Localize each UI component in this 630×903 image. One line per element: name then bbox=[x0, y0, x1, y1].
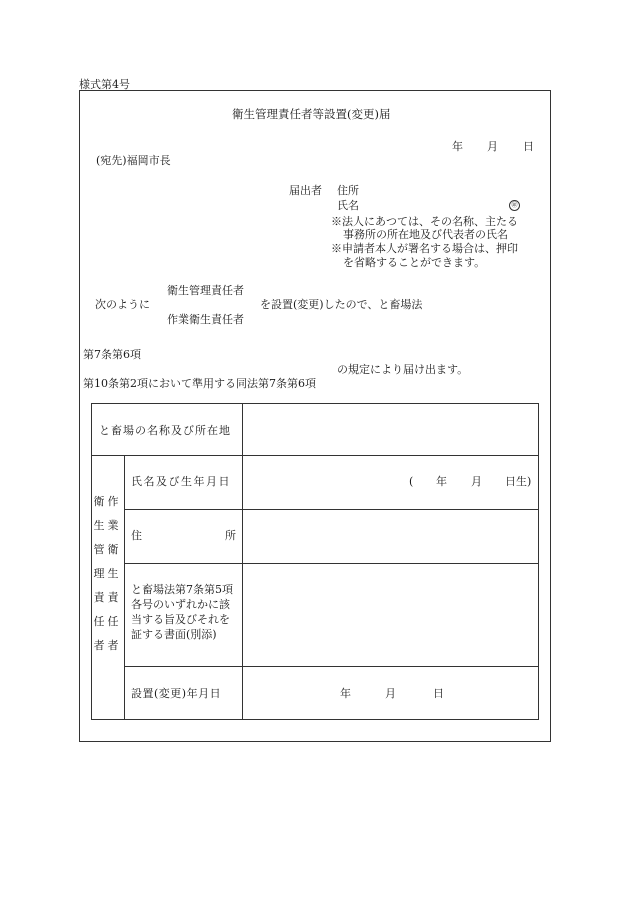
seal-mark: ㊞ bbox=[509, 200, 520, 211]
row-qualification-line-3: 当する旨及びそれを bbox=[131, 613, 230, 626]
note-corporation-2: 事務所の所在地及び代表者の氏名 bbox=[343, 228, 508, 241]
applicant-address-label: 住所 bbox=[337, 184, 359, 197]
setup-date-year: 年 bbox=[340, 687, 351, 700]
table-line-v2 bbox=[242, 403, 243, 720]
setup-date-day: 日 bbox=[433, 687, 444, 700]
form-title: 衛生管理責任者等設置(変更)届 bbox=[232, 107, 391, 121]
body-closing: の規定により届け出ます。 bbox=[337, 363, 469, 376]
article-2: 第10条第2項において準用する同法第7条第6項 bbox=[83, 377, 316, 390]
note-signature-1: ※申請者本人が署名する場合は、押印 bbox=[331, 242, 518, 255]
registration-table bbox=[91, 403, 539, 720]
table-line-h3 bbox=[124, 563, 539, 564]
row-address-label-a: 住 bbox=[131, 529, 142, 542]
table-line-h4 bbox=[124, 666, 539, 667]
row-address-label-b: 所 bbox=[225, 529, 236, 542]
vertical-group-label-outer: 衛 生 管 理 責 任 者 bbox=[93, 495, 105, 652]
dob-year: 年 bbox=[436, 475, 447, 488]
body-prefix: 次のように bbox=[95, 298, 150, 311]
note-corporation-1: ※法人にあつては、その名称、主たる bbox=[331, 215, 518, 228]
table-line-h2 bbox=[124, 509, 539, 510]
dob-month: 月 bbox=[471, 475, 482, 488]
row-name-dob-label: 氏名及び生年月日 bbox=[131, 475, 231, 488]
body-option-2: 作業衛生責任者 bbox=[167, 313, 244, 326]
body-option-1: 衛生管理責任者 bbox=[167, 284, 244, 297]
date-year: 年 bbox=[452, 140, 463, 153]
date-day: 日 bbox=[523, 140, 534, 153]
row-date-label: 設置(変更)年月日 bbox=[131, 687, 222, 700]
form-number: 様式第4号 bbox=[79, 78, 130, 91]
vertical-group-label-inner: 作 業 衛 生 責 任 者 bbox=[107, 495, 119, 652]
article-1: 第7条第6項 bbox=[83, 348, 141, 361]
note-signature-2: を省略することができます。 bbox=[343, 256, 486, 269]
body-suffix: を設置(変更)したので、と畜場法 bbox=[260, 298, 423, 311]
setup-date-month: 月 bbox=[385, 687, 396, 700]
row-slaughterhouse-label: と畜場の名称及び所在地 bbox=[99, 424, 231, 437]
dob-open-paren: ( bbox=[409, 475, 414, 488]
row-qualification-line-4: 証する書面(別添) bbox=[131, 628, 217, 641]
row-qualification-line-2: 各号のいずれかに該 bbox=[131, 598, 230, 611]
table-line-h1 bbox=[91, 455, 539, 456]
addressee: (宛先)福岡市長 bbox=[96, 154, 171, 167]
date-month: 月 bbox=[487, 140, 498, 153]
dob-day: 日生) bbox=[505, 475, 532, 488]
applicant-label: 届出者 bbox=[289, 184, 322, 197]
applicant-name-label: 氏名 bbox=[337, 199, 359, 212]
table-line-v1 bbox=[124, 455, 125, 720]
row-qualification-line-1: と畜場法第7条第5項 bbox=[131, 583, 233, 596]
